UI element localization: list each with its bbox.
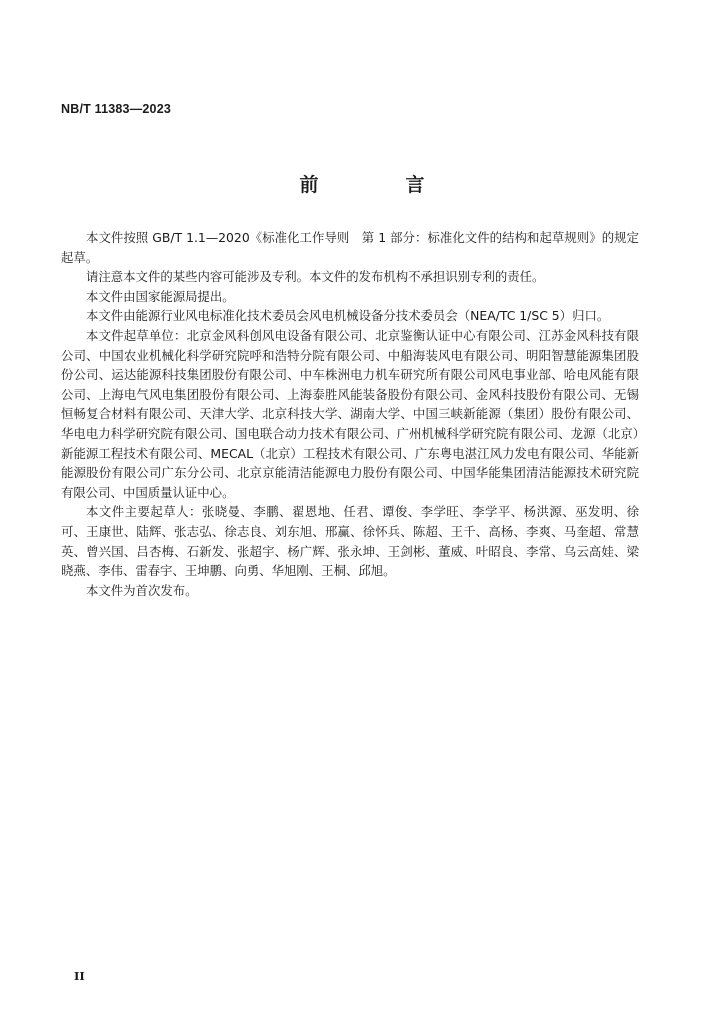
paragraph-committee: 本文件由能源行业风电标准化技术委员会风电机械设备分技术委员会（NEA/TC 1/SC 5）归口。 [86,308,610,324]
paragraph-proposer: 本文件由国家能源局提出。 [86,288,235,304]
paragraph-first-edition: 本文件为首次发布。 [86,582,198,598]
paragraph-patent-notice: 请注意本文件的某些内容可能涉及专利。本文件的发布机构不承担识别专利的责任。 [86,269,545,285]
page-number: II [74,969,85,983]
paragraph-drafting-rules: 本文件按照 GB/T 1.1—2020《标准化工作导则 第 1 部分：标准化文件的结构和起草规则》的规定起草。 [61,230,639,265]
paragraph-drafting-organizations: 本文件起草单位：北京金风科创风电设备有限公司、北京鉴衡认证中心有限公司、江苏金风科技有限公司、中国农业机械化科学研究院呼和浩特分院有限公司、中船海装风电有限公司、明阳智慧能源集团股份公司、运达能源科技集团股份有限公司、中车株洲电力机车研究所有限公司风电事业部、哈电风能有限公司、上海电气风电集团股份有限公司、上海泰胜风能装备股份有限公司、金风科技股份有限公司、无锡恒畅复合材料有限公司、天津大学、北京科技大学、湖南大学、中国三峡新能源（集团）股份有限公司、华电电力科学研究院有限公司、国电联合动力技术有限公司、广州机械科学研究院有限公司、龙源（北京）新能源工程技术有限公司、MECAL（北京）工程技术有限公司、广东粤电湛江风力发电有限公司、华能新能源股份有限公司广东分公司、北京京能清洁能源电力股份有限公司、中国华能集团清洁能源技术研究院有限公司、中国质量认证中心。 [61,327,639,500]
document-code: NB/T 11383—2023 [61,102,172,116]
paragraph-drafters: 本文件主要起草人：张晓曼、李鹏、翟恩地、任君、谭俊、李学旺、李学平、杨洪源、巫发明、徐可、王康世、陆辉、张志弘、徐志良、刘东旭、邢赢、徐怀兵、陈超、王千、高杨、李爽、马奎超、常慧英、曾兴国、吕杏梅、石新发、张超宇、杨广辉、张永坤、王剑彬、董威、叶昭良、李常、乌云高娃、梁晓燕、李伟、雷春宇、王坤鹏、向勇、华旭刚、王桐、邱旭。 [61,504,639,579]
foreword-body [61,228,639,600]
page-title: 前 言 [299,174,459,196]
